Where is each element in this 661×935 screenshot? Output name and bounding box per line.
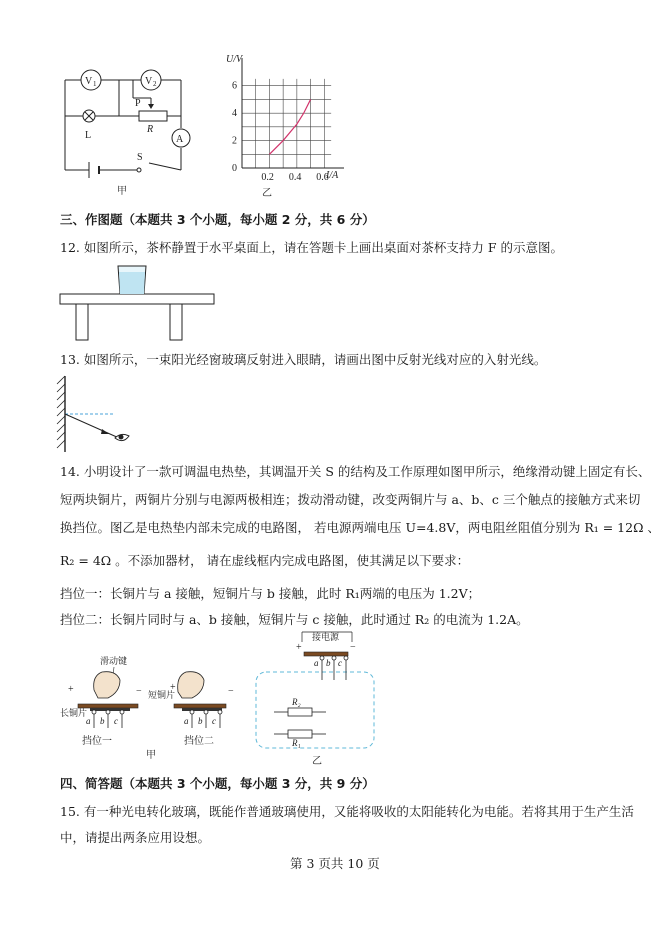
y-tick-label: 0 (232, 163, 237, 174)
x-tick-label: 0.6 (316, 172, 329, 183)
q14-gear1: 挡位一：长铜片与 a 接触，短铜片与 b 接触，此时 R₁两端的电压为 1.2V； (60, 586, 481, 601)
q14-line3: 换挡位。图乙是电热垫内部未完成的电路图， 若电源两端电压 U=4.8V，两电阻丝阻值分别为 R₁ = 12Ω 、 (60, 520, 660, 535)
ui-graph-yi (200, 50, 350, 200)
long-copper-label: 长铜片 (60, 708, 88, 718)
slider-label: P (135, 98, 141, 109)
y-axis-label: U/V (226, 54, 243, 65)
lamp-label: L (85, 130, 92, 141)
circuit-diagram-jia (55, 60, 200, 200)
page-footer: 第 3 页共 10 页 (290, 856, 380, 871)
contact-c-1: c (114, 716, 118, 726)
rheostat-label: R (147, 124, 154, 135)
q14-line2: 短两块铜片，两铜片分别与电源两极相连；拨动滑动键，改变两铜片与 a、b、c 三个触点的接触方式来切 (60, 492, 641, 507)
slider-key-label: 滑动键 (100, 656, 128, 666)
y-tick-label: 6 (232, 80, 237, 92)
power-label: 接电源 (312, 632, 340, 642)
x-axis-label: I/A (326, 170, 339, 181)
r1-label: R₁ (292, 738, 301, 748)
contact-a-3: a (314, 658, 319, 668)
q15-line2: 中，请提出两条应用设想。 (60, 830, 211, 845)
plus-yi: + (296, 642, 302, 653)
minus-yi: − (350, 642, 356, 653)
v2-symbol: V (145, 76, 153, 87)
q13-text: 13. 如图所示，一束阳光经窗玻璃反射进入眼睛，请画出图中反射光线对应的入射光线。 (60, 352, 547, 367)
q12-text: 12. 如图所示，茶杯静置于水平桌面上，请在答题卡上画出桌面对茶杯支持力 F 的示意图。 (60, 240, 563, 255)
r2-label: R₂ (292, 697, 301, 707)
x-tick-label: 0.2 (261, 172, 274, 183)
caption-yi: 乙 (262, 188, 272, 199)
q14-line1: 14. 小明设计了一款可调温电热垫，其调温开关 S 的结构及工作原理如图甲所示，绝缘滑动键上固定有长、 (60, 464, 651, 479)
contact-a-2: a (184, 716, 189, 726)
v1-symbol: V (85, 76, 93, 87)
mirror-eye-figure (55, 372, 145, 454)
v2-subscript: 2 (153, 80, 157, 88)
q14-gear2: 挡位二：长铜片同时与 a、b 接触，短铜片与 c 接触，此时通过 R₂ 的电流为 1.2A。 (60, 612, 529, 627)
plus-right-1: + (170, 682, 176, 693)
contact-c-3: c (338, 658, 342, 668)
q14-line4: R₂ = 4Ω 。不添加器材， 请在虚线框内完成电路图，使其满足以下要求： (60, 553, 470, 568)
circuit-figure-yi (252, 628, 380, 768)
table-cup-figure (58, 262, 218, 342)
switch-figure-jia (58, 632, 248, 760)
ammeter-symbol: A (176, 134, 184, 145)
caption-jia: 甲 (117, 186, 127, 197)
section-4-heading: 四、简答题（本题共 3 个小题，每小题 3 分，共 9 分） (60, 776, 375, 791)
plus-left-1: + (68, 684, 74, 695)
q15-line1: 15. 有一种光电转化玻璃，既能作普通玻璃使用，又能将吸收的太阳能转化为电能。若将其用于生产生活 (60, 804, 634, 819)
y-tick-label: 4 (232, 108, 237, 120)
contact-a-1: a (86, 716, 91, 726)
contact-c-2: c (212, 716, 216, 726)
short-copper-label: 短铜片 (148, 690, 176, 700)
caption-jia-14: 甲 (146, 750, 156, 760)
v1-subscript: 1 (93, 80, 97, 88)
x-tick-label: 0.4 (288, 172, 302, 183)
minus-right-1: − (228, 686, 234, 697)
section-3-heading: 三、作图题（本题共 3 个小题，每小题 2 分，共 6 分） (60, 212, 375, 227)
gear-one-label: 挡位一 (82, 736, 112, 747)
gear-two-label: 挡位二 (184, 736, 214, 747)
caption-yi-14: 乙 (312, 756, 322, 767)
contact-b-2: b (198, 716, 203, 726)
switch-label: S (137, 152, 143, 163)
contact-b-3: b (326, 658, 331, 668)
minus-left-1: − (136, 686, 142, 697)
y-tick-label: 2 (232, 135, 237, 147)
contact-b-1: b (100, 716, 105, 726)
